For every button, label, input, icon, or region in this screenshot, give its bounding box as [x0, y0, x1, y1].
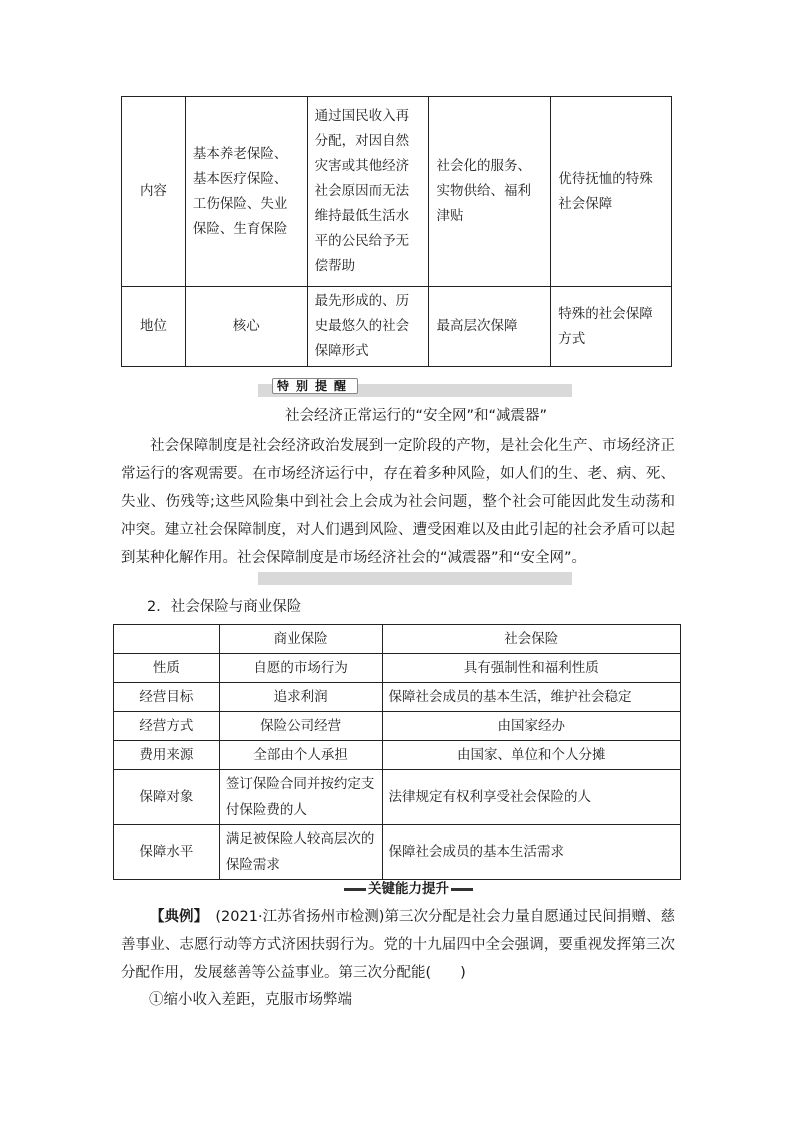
table-row [122, 287, 672, 367]
table-cell: 满足被保险人较高层次的保险需求 [219, 825, 382, 880]
table-cell: 具有强制性和福利性质 [382, 654, 680, 683]
table-row [114, 741, 681, 770]
example-tag: 【典例】 [150, 909, 201, 925]
table-cell: 通过国民收入再分配，对因自然灾害或其他经济社会原因而无法维持最低生活水平的公民给予无偿帮助 [307, 97, 429, 287]
table-cell: 自愿的市场行为 [219, 654, 382, 683]
header-cell: 商业保险 [219, 625, 382, 654]
section-label [342, 880, 475, 898]
decor-bar [344, 888, 366, 891]
row-label: 性质 [114, 654, 220, 683]
table-cell: 核心 [185, 287, 307, 367]
example-text: (2021·江苏省扬州市检测)第三次分配是社会力量自愿通过民间捐赠、慈善事业、志愿行动等方式济困扶弱行为。党的十九届四中全会强调，要重视发挥第三次分配作用，发展慈善等公益事业。第三次分配能( ) [121, 909, 675, 981]
table-row [114, 654, 681, 683]
table-row [114, 683, 681, 712]
decor-bar [451, 888, 473, 891]
table-row [114, 825, 681, 880]
table-cell: 保险公司经营 [219, 712, 382, 741]
section-heading: 2．社会保险与商业保险 [147, 599, 302, 615]
table-cell: 最先形成的、历史最悠久的社会保障形式 [307, 287, 429, 367]
table-row [114, 770, 681, 825]
tip-body: 社会保障制度是社会经济政治发展到一定阶段的产物，是社会化生产、市场经济正常运行的客观需要。在市场经济运行中，存在着多种风险，如人们的生、老、病、死、失业、伤残等;这些风险集中到社会上会成为社会问题，整个社会可能因此发生动荡和冲突。建立社会保障制度，对人们遇到风险、遭受困难以及由此引起的社会矛盾可以起到某种化解作用。社会保障制度是市场经济社会的“减震器”和“安全网”。 [121, 438, 675, 566]
table-header-row [114, 625, 681, 654]
table-cell: 法律规定有权利享受社会保险的人 [382, 770, 680, 825]
row-label: 经营目标 [114, 683, 220, 712]
table-row [122, 97, 672, 287]
table-cell: 由国家、单位和个人分摊 [382, 741, 680, 770]
header-cell [114, 625, 220, 654]
table-cell: 基本养老保险、基本医疗保险、工伤保险、失业保险、生育保险 [185, 97, 307, 287]
row-label: 保障水平 [114, 825, 220, 880]
tip-banner-bottom [258, 572, 572, 585]
social-security-table [121, 96, 672, 367]
section-label-text: 关键能力提升 [368, 881, 449, 897]
header-cell: 社会保险 [382, 625, 680, 654]
table-cell: 保障社会成员的基本生活需求 [382, 825, 680, 880]
table-cell: 追求利润 [219, 683, 382, 712]
row-label: 经营方式 [114, 712, 220, 741]
table-cell: 保障社会成员的基本生活，维护社会稳定 [382, 683, 680, 712]
table-cell: 特殊的社会保障方式 [551, 287, 672, 367]
row-label: 保障对象 [114, 770, 220, 825]
table-cell: 最高层次保障 [429, 287, 551, 367]
tip-label: 特别提醒 [272, 378, 358, 394]
table-cell: 签订保险合同并按约定支付保险费的人 [219, 770, 382, 825]
example-question [121, 903, 675, 987]
table-cell: 全部由个人承担 [219, 741, 382, 770]
option-item: ①缩小收入差距，克服市场弊端 [149, 992, 352, 1008]
table-row [114, 712, 681, 741]
table-cell: 由国家经办 [382, 712, 680, 741]
table-cell: 社会化的服务、实物供给、福利津贴 [429, 97, 551, 287]
tip-title: 社会经济正常运行的“安全网”和“减震器” [284, 408, 548, 424]
row-label: 费用来源 [114, 741, 220, 770]
table-cell: 优待抚恤的特殊社会保障 [551, 97, 672, 287]
row-label: 地位 [122, 287, 186, 367]
row-label: 内容 [122, 97, 186, 287]
insurance-comparison-table [113, 624, 681, 880]
